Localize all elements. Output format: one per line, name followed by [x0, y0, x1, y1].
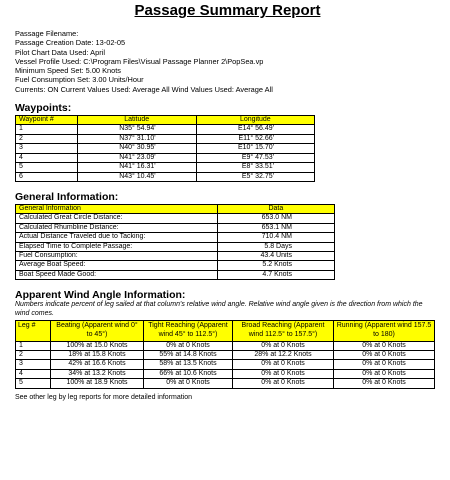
- table-cell: 0% at 0 Knots: [233, 379, 334, 388]
- waypoints-heading: Waypoints:: [15, 102, 72, 115]
- table-header-row: [16, 321, 435, 341]
- table-cell: 66% at 10.6 Knots: [144, 369, 233, 378]
- table-cell: Elapsed Time to Complete Passage:: [16, 242, 218, 251]
- passage-info: [15, 29, 440, 94]
- table-cell: 0% at 0 Knots: [334, 379, 435, 388]
- table-row: [16, 341, 435, 350]
- table-cell: Actual Distance Traveled due to Tacking:: [16, 233, 218, 242]
- table-header-row: [16, 116, 315, 125]
- table-header-row: [16, 204, 335, 213]
- table-cell: 4: [16, 153, 78, 162]
- table-row: [16, 163, 315, 172]
- table-cell: Fuel Consumption:: [16, 251, 218, 260]
- table-cell: 5.2 Knots: [217, 261, 334, 270]
- table-cell: 0% at 0 Knots: [144, 379, 233, 388]
- table-cell: 710.4 NM: [217, 233, 334, 242]
- footer-note: See other leg by leg reports for more detailed information: [15, 393, 193, 401]
- table-cell: 1: [16, 125, 78, 134]
- column-header: Longitude: [196, 116, 314, 125]
- wind-angle-note: Numbers indicate percent of leg sailed at that column's relative wind angle. Relative wind angle given is the direction from which the wind comes.: [15, 301, 423, 317]
- table-cell: 5.8 Days: [217, 242, 334, 251]
- column-header: Running (Apparent wind 157.5 to 180): [334, 321, 435, 341]
- table-row: [16, 172, 315, 181]
- table-cell: 0% at 0 Knots: [144, 341, 233, 350]
- table-cell: N43° 10.45': [77, 172, 196, 181]
- table-cell: 100% at 18.9 Knots: [51, 379, 144, 388]
- waypoints-table: [15, 115, 315, 182]
- table-row: [16, 369, 435, 378]
- table-row: [16, 270, 335, 279]
- table-cell: 18% at 15.8 Knots: [51, 350, 144, 359]
- table-cell: 0% at 0 Knots: [233, 360, 334, 369]
- table-cell: N37° 31.10': [77, 134, 196, 143]
- info-fuel-consumption: Fuel Consumption Set: 3.00 Units/Hour: [15, 75, 144, 85]
- table-row: [16, 261, 335, 270]
- table-cell: 0% at 0 Knots: [233, 341, 334, 350]
- table-cell: 653.1 NM: [217, 223, 334, 232]
- table-cell: E5° 32.75': [196, 172, 314, 181]
- table-cell: E9° 47.53': [196, 153, 314, 162]
- table-row: [16, 242, 335, 251]
- table-cell: E8° 33.51': [196, 163, 314, 172]
- table-row: [16, 233, 335, 242]
- table-cell: 3: [16, 144, 78, 153]
- table-row: [16, 153, 315, 162]
- table-row: [16, 134, 315, 143]
- table-cell: N41° 16.31': [77, 163, 196, 172]
- info-filename: Passage Filename:: [15, 29, 79, 38]
- column-header: Latitude: [77, 116, 196, 125]
- table-cell: 58% at 13.5 Knots: [144, 360, 233, 369]
- table-cell: 55% at 14.8 Knots: [144, 350, 233, 359]
- table-cell: N35° 54.94': [77, 125, 196, 134]
- table-cell: 42% at 16.6 Knots: [51, 360, 144, 369]
- table-row: [16, 350, 435, 359]
- table-cell: Calculated Rhumbline Distance:: [16, 223, 218, 232]
- table-cell: 6: [16, 172, 78, 181]
- column-header: Leg #: [16, 321, 51, 341]
- column-header: Broad Reaching (Apparent wind 112.5° to 157.5°): [233, 321, 334, 341]
- general-info-table: [15, 204, 335, 280]
- table-row: [16, 144, 315, 153]
- table-cell: 3: [16, 360, 51, 369]
- column-header: Tight Reaching (Apparent wind 45° to 112.5°): [144, 321, 233, 341]
- table-cell: 5: [16, 163, 78, 172]
- table-cell: N40° 30.95': [77, 144, 196, 153]
- table-cell: E10° 15.70': [196, 144, 314, 153]
- table-cell: 2: [16, 134, 78, 143]
- wind-angle-heading: Apparent Wind Angle Information:: [15, 289, 186, 302]
- general-info-heading: General Information:: [15, 190, 119, 203]
- table-cell: 43.4 Units: [217, 251, 334, 260]
- column-header: Beating (Apparent wind 0° to 45°): [51, 321, 144, 341]
- table-cell: 0% at 0 Knots: [233, 369, 334, 378]
- table-cell: 34% at 13.2 Knots: [51, 369, 144, 378]
- info-creation-date: Passage Creation Date: 13-02-05: [15, 38, 126, 48]
- info-vessel-profile: Vessel Profile Used: C:\Program Files\Visual Passage Planner 2\PopSea.vp: [15, 56, 264, 66]
- info-min-speed: Minimum Speed Set: 5.00 Knots: [15, 66, 121, 76]
- table-cell: E14° 56.49': [196, 125, 314, 134]
- table-cell: 653.0 NM: [217, 214, 334, 223]
- table-cell: 1: [16, 341, 51, 350]
- table-row: [16, 379, 435, 388]
- table-cell: 28% at 12.2 Knots: [233, 350, 334, 359]
- table-cell: 0% at 0 Knots: [334, 350, 435, 359]
- table-cell: Calculated Great Circle Distance:: [16, 214, 218, 223]
- table-cell: 0% at 0 Knots: [334, 360, 435, 369]
- table-cell: Boat Speed Made Good:: [16, 270, 218, 279]
- info-pilot-chart: Pilot Chart Data Used: April: [15, 47, 105, 57]
- wind-angle-table: [15, 320, 435, 388]
- table-cell: 4: [16, 369, 51, 378]
- column-header: Waypoint #: [16, 116, 78, 125]
- table-row: [16, 125, 315, 134]
- table-row: [16, 214, 335, 223]
- table-cell: 0% at 0 Knots: [334, 341, 435, 350]
- table-row: [16, 223, 335, 232]
- table-cell: 2: [16, 350, 51, 359]
- column-header: General Information: [16, 204, 218, 213]
- table-row: [16, 251, 335, 260]
- table-cell: 4.7 Knots: [217, 270, 334, 279]
- table-row: [16, 360, 435, 369]
- table-cell: Average Boat Speed:: [16, 261, 218, 270]
- report-title: Passage Summary Report: [134, 2, 321, 19]
- table-cell: 100% at 15.0 Knots: [51, 341, 144, 350]
- table-cell: E11° 52.66': [196, 134, 314, 143]
- table-cell: 0% at 0 Knots: [334, 369, 435, 378]
- table-cell: N41° 23.09': [77, 153, 196, 162]
- info-currents: Currents: ON Current Values Used: Average All Wind Values Used: Average All: [15, 84, 273, 94]
- table-cell: 5: [16, 379, 51, 388]
- column-header: Data: [217, 204, 334, 213]
